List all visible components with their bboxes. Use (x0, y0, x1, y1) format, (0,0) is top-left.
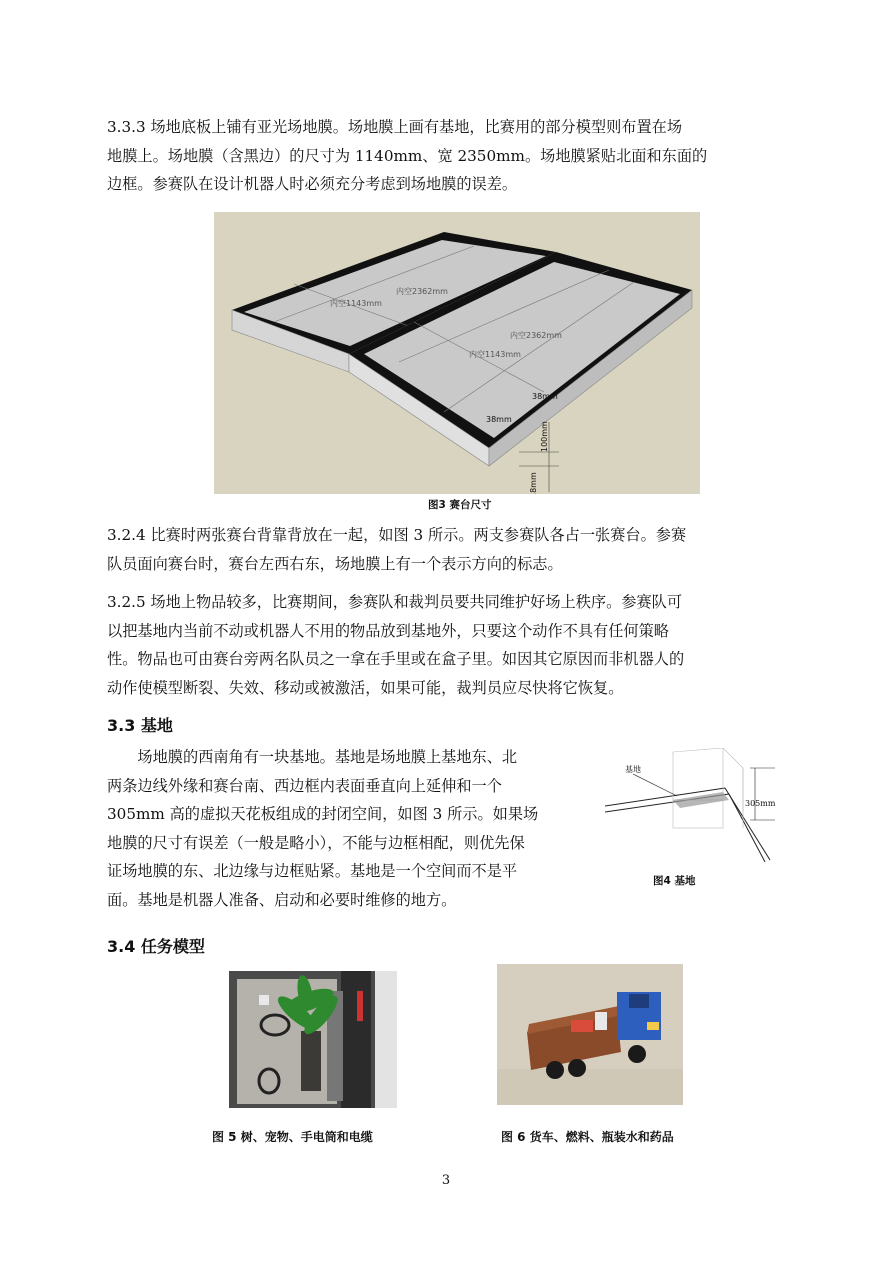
figure-6-caption: 图 6 货车、燃料、瓶装水和药品 (501, 1130, 674, 1144)
text-line: 地膜的尺寸有误差（一般是略小），不能与边框相配，则优先保 (107, 833, 525, 852)
text-line: 边框。参赛队在设计机器人时必须充分考虑到场地膜的误差。 (107, 175, 518, 194)
paragraph-3-2-5 (107, 588, 787, 702)
label-inner-width-2: 内空1143mm (469, 350, 521, 359)
label-base: 基地 (625, 765, 641, 774)
paragraph-3-3 (107, 743, 597, 915)
tree-pets-photo (229, 971, 397, 1108)
text-line: 两条边线外缘和赛台南、西边框内表面垂直向上延伸和一个 (107, 776, 502, 795)
text-line: 3.2.4 比赛时两张赛台背靠背放在一起，如图 3 所示。两支参赛队各占一张赛台。参赛 (107, 526, 687, 544)
label-height-305: 305mm (745, 799, 776, 808)
figure-3-competition-table (214, 212, 700, 494)
truck-photo (497, 964, 683, 1105)
label-inner-length-1: 内空2362mm (396, 287, 448, 296)
text-line: 场地膜的西南角有一块基地。基地是场地膜上基地东、北 (107, 748, 518, 766)
figure-5-caption: 图 5 树、宠物、手电筒和电缆 (212, 1130, 373, 1144)
figure-6-photo-truck (497, 964, 683, 1105)
text-line: 队员面向赛台时，赛台左西右东，场地膜上有一个表示方向的标志。 (107, 554, 563, 573)
label-inner-length-2: 内空2362mm (510, 331, 562, 340)
figure-5-photo-tree-pets (229, 971, 397, 1108)
text-line: 3.2.5 场地上物品较多，比赛期间，参赛队和裁判员要共同维护好场上秩序。参赛队可 (107, 593, 683, 611)
base-zone-drawing (605, 748, 785, 866)
text-line: 面。基地是机器人准备、启动和必要时维修的地方。 (107, 890, 457, 909)
label-height: 100mm (540, 421, 549, 452)
heading-3-4: 3.4 任务模型 (107, 937, 205, 956)
page-number: 3 (441, 1173, 451, 1188)
label-inner-width-1: 内空1143mm (330, 299, 382, 308)
figure-3-caption: 图3 赛台尺寸 (428, 499, 492, 511)
heading-3-3: 3.3 基地 (107, 716, 173, 735)
text-line: 地膜上。场地膜（含黑边）的尺寸为 1140mm、宽 2350mm。场地膜紧贴北面和东面的 (107, 146, 708, 165)
label-border-1: 38mm (532, 392, 558, 401)
label-border-2: 38mm (486, 415, 512, 424)
paragraph-3-3-3 (107, 113, 787, 199)
text-line: 305mm 高的虚拟天花板组成的封闭空间，如图 3 所示。如果场 (107, 805, 539, 824)
text-line: 以把基地内当前不动或机器人不用的物品放到基地外，只要这个动作不具有任何策略 (107, 621, 669, 640)
label-base: 18mm (529, 472, 538, 494)
competition-table-drawing (214, 212, 700, 494)
text-line: 证场地膜的东、北边缘与边框贴紧。基地是一个空间而不是平 (107, 862, 518, 881)
figure-4-caption: 图4 基地 (653, 875, 696, 887)
figure-4-base-zone (605, 748, 785, 866)
text-line: 3.3.3 场地底板上铺有亚光场地膜。场地膜上画有基地，比赛用的部分模型则布置在场 (107, 118, 683, 136)
text-line: 性。物品也可由赛台旁两名队员之一拿在手里或在盒子里。如因其它原因而非机器人的 (107, 650, 685, 669)
text-line: 动作使模型断裂、失效、移动或被激活，如果可能，裁判员应尽快将它恢复。 (107, 678, 624, 697)
paragraph-3-2-4 (107, 521, 787, 578)
